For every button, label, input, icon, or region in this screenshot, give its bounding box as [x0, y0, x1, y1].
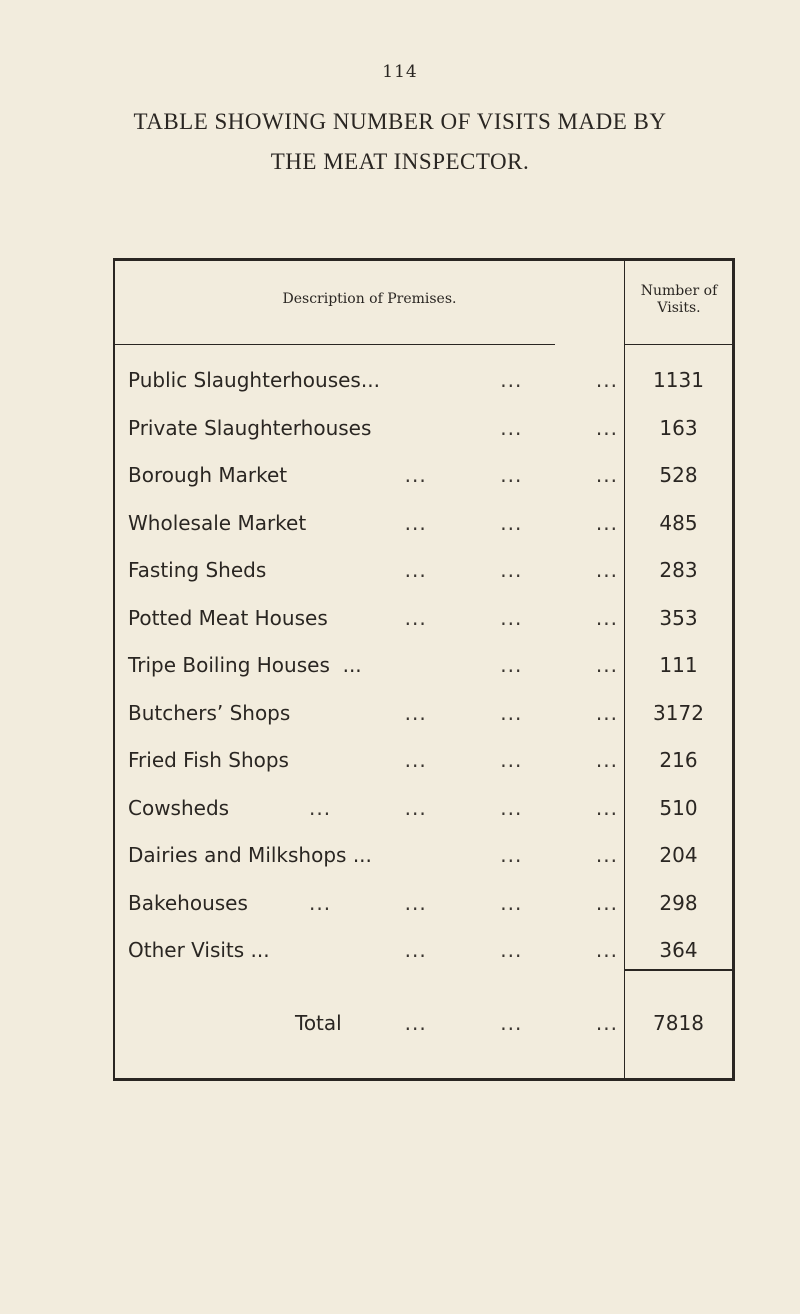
- premises-label: Fasting Sheds: [128, 558, 270, 582]
- visits-value: 283: [659, 558, 698, 582]
- visits-value: 353: [659, 605, 698, 630]
- visits-value: 298: [659, 890, 698, 915]
- premises-label: Potted Meat Houses: [128, 606, 332, 630]
- premises-label: Public Slaughterhouses...: [128, 368, 384, 392]
- visits-table: [113, 258, 735, 1081]
- column-header-number-line-1: Number of: [640, 283, 718, 299]
- leader-dots: ... ... ...: [404, 748, 618, 772]
- leader-dots: ... ... ...: [404, 938, 618, 962]
- premises-label: Private Slaughterhouses: [128, 416, 375, 440]
- table-row: [115, 881, 733, 929]
- leader-dots: ... ... ...: [404, 510, 618, 535]
- page-number: 114: [382, 62, 418, 82]
- table-row: [115, 358, 733, 406]
- leader-dots: ... ... ... ...: [308, 890, 618, 915]
- column-header-number: [624, 283, 734, 317]
- leader-dots: ... ... ...: [404, 700, 618, 725]
- premises-label: Borough Market: [128, 463, 291, 487]
- table-row: [115, 453, 733, 501]
- column-header-description: Description of Premises.: [282, 291, 457, 307]
- visits-value: 528: [659, 463, 698, 487]
- leader-dots: ... ... ...: [404, 558, 618, 582]
- header-rule: [115, 344, 555, 345]
- leader-dots: ... ... ... ...: [308, 795, 618, 820]
- visits-value: 485: [659, 510, 698, 535]
- total-row: [115, 995, 733, 1043]
- premises-label: Dairies and Milkshops ...: [128, 843, 376, 867]
- visits-value: 204: [659, 843, 698, 867]
- visits-value: 364: [659, 938, 698, 962]
- leader-dots: ... ...: [500, 415, 618, 440]
- premises-label: Other Visits ...: [128, 938, 274, 962]
- visits-value: 163: [659, 415, 698, 440]
- visits-value: 3172: [653, 700, 704, 725]
- leader-dots: ... ... ...: [404, 1011, 618, 1035]
- table-row: [115, 643, 733, 691]
- leader-dots: ... ... ...: [404, 463, 618, 487]
- leader-dots: ... ...: [500, 368, 618, 392]
- table-row: [115, 406, 733, 454]
- column-header-number-line-2: Visits.: [657, 300, 701, 316]
- premises-label: Fried Fish Shops: [128, 748, 293, 772]
- table-row: [115, 786, 733, 834]
- table-row: [115, 833, 733, 881]
- table-row: [115, 928, 733, 976]
- title-line-1: TABLE SHOWING NUMBER OF VISITS MADE BY: [133, 109, 667, 134]
- table-row: [115, 738, 733, 786]
- table-row: [115, 548, 733, 596]
- visits-value: 1131: [653, 368, 704, 392]
- header-rule: [624, 344, 732, 345]
- total-label: Total: [295, 1011, 342, 1035]
- leader-dots: ... ... ...: [404, 605, 618, 630]
- title-line-2: THE MEAT INSPECTOR.: [270, 149, 530, 174]
- table-row: [115, 596, 733, 644]
- leader-dots: ... ...: [500, 843, 618, 867]
- premises-label: Wholesale Market: [128, 511, 310, 535]
- visits-value: 111: [659, 653, 698, 677]
- visits-value: 216: [659, 748, 698, 772]
- page-title: [0, 102, 800, 182]
- premises-label: Bakehouses: [128, 891, 252, 915]
- table-row: [115, 501, 733, 549]
- leader-dots: ... ...: [500, 653, 618, 677]
- premises-label: Cowsheds: [128, 796, 233, 820]
- premises-label: Tripe Boiling Houses ...: [128, 653, 366, 677]
- table-row: [115, 691, 733, 739]
- premises-label: Butchers’ Shops: [128, 701, 294, 725]
- table-body: [115, 358, 733, 976]
- visits-value: 510: [659, 795, 698, 820]
- total-value: 7818: [653, 1011, 704, 1035]
